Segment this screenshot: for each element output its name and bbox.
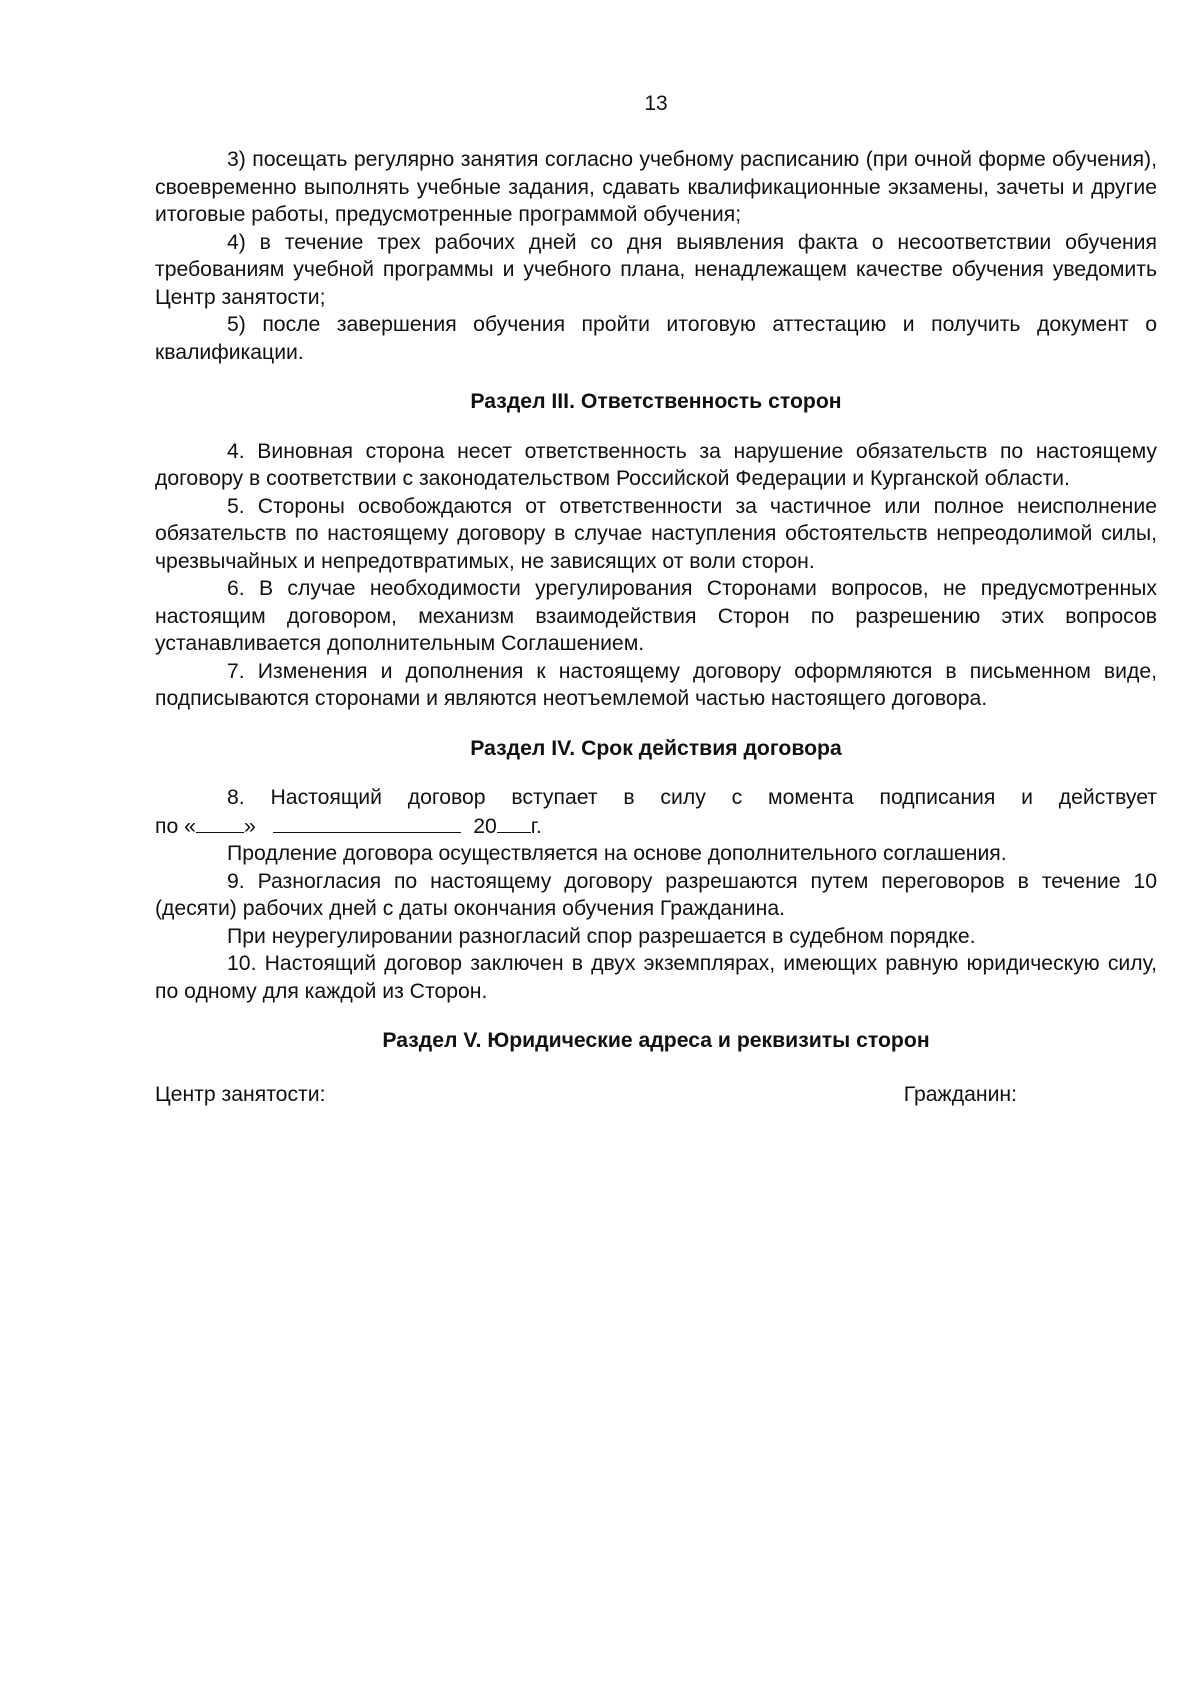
dispute-note: При неурегулировании разногласий спор разрешается в судебном порядке.	[227, 924, 976, 948]
employment-center-label: Центр занятости:	[155, 1082, 326, 1106]
section-3-body	[155, 438, 1157, 713]
obligation-5: 5) после завершения обучения пройти итоговую аттестацию и получить документ о квалификации.	[155, 313, 1157, 364]
obligation-4: 4) в течение трех рабочих дней со дня выявления факта о несоответствии обучения требованиям учебной программы и учебного плана, ненадлежащем качестве обучения уведомить Центр занятости;	[155, 230, 1157, 309]
year-prefix: 20	[473, 814, 497, 838]
clause-5: 5. Стороны освобождаются от ответственности за частичное или полное неисполнение обязательств по настоящему договору в случае наступления обстоятельств непреодолимой силы, чрезвычайных и непредотвратимых, не зависящих от воли сторон.	[155, 494, 1157, 573]
clause-9: 9. Разногласия по настоящему договору разрешаются путем переговоров в течение 10 (десяти) рабочих дней с даты окончания обучения Гражданина.	[155, 869, 1157, 920]
section-5-title: Раздел V. Юридические адреса и реквизиты сторон	[382, 1029, 930, 1052]
clause-7: 7. Изменения и дополнения к настоящему договору оформляются в письменном виде, подписываются сторонами и являются неотъемлемой частью настоящего договора.	[155, 659, 1157, 710]
obligation-3: 3) посещать регулярно занятия согласно учебному расписанию (при очной форме обучения), своевременно выполнять учебные задания, сдавать квалификационные экзамены, зачеты и другие итоговые работы, предусмотренные программой обучения;	[155, 148, 1157, 226]
clause-4: 4. Виновная сторона несет ответственность за нарушение обязательств по настоящему договору в соответствии с законодательством Российской Федерации и Курганской области.	[155, 439, 1157, 490]
citizen-label: Гражданин:	[903, 1082, 1017, 1106]
year-blank[interactable]	[497, 812, 531, 833]
clause-6: 6. В случае необходимости урегулирования Сторонами вопросов, не предусмотренных настоящим договором, механизм взаимодействия Сторон по разрешению этих вопросов устанавливается дополнительным Соглашением.	[155, 577, 1157, 655]
page-number: 13	[644, 92, 668, 115]
date-quote-close: »	[243, 814, 256, 838]
clause-8-line-1: 8. Настоящий договор вступает в силу с момента подписания и действует	[227, 786, 1157, 809]
document-body	[155, 146, 1157, 1108]
clause-10: 10. Настоящий договор заключен в двух экземплярах, имеющих равную юридическую силу, по одному для каждой из Сторон.	[155, 952, 1157, 1003]
section-4-title: Раздел IV. Срок действия договора	[470, 736, 842, 760]
section-3-title: Раздел III. Ответственность сторон	[470, 390, 842, 413]
clause-8-date-line	[155, 812, 1157, 841]
year-suffix: г.	[530, 814, 542, 838]
day-blank[interactable]	[196, 812, 244, 833]
signatories	[155, 1081, 1157, 1109]
month-blank[interactable]	[273, 812, 461, 833]
extension-note: Продление договора осуществляется на основе дополнительного соглашения.	[227, 842, 1007, 865]
date-prefix: по «	[155, 814, 196, 838]
section-4-body	[155, 784, 1157, 1005]
